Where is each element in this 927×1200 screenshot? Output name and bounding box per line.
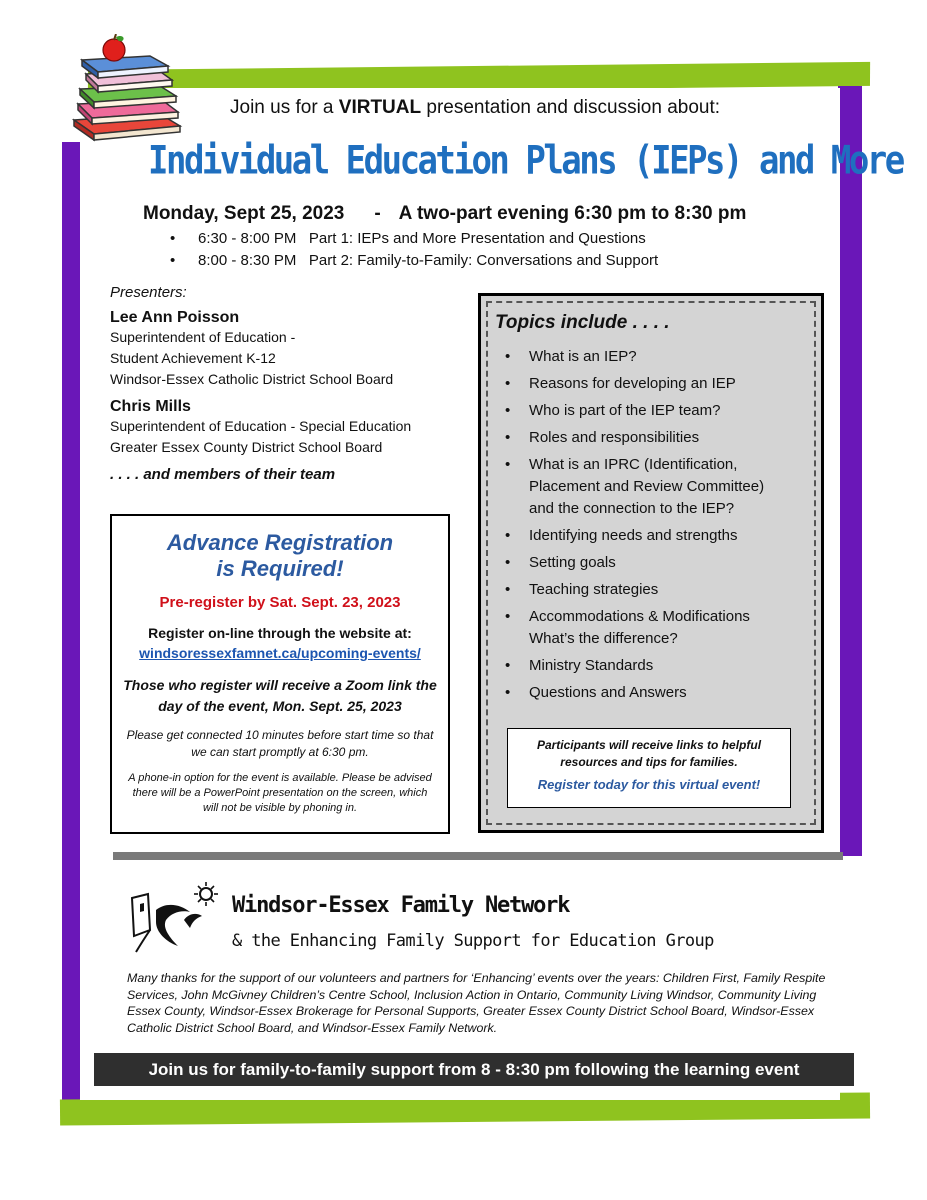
presenter-name: Chris Mills xyxy=(110,398,191,415)
registration-title: Advance Registration is Required! xyxy=(166,530,394,581)
purple-right-stripe xyxy=(838,86,862,856)
participants-note-box xyxy=(507,728,791,808)
phone-in-note: A phone-in option for the event is available. Please be advised there will be a PowerPoint presentation on the screen, which will not be visible by phoning in. xyxy=(128,772,432,814)
topics-title: Topics include . . . . xyxy=(495,312,670,333)
topic-item: • Setting goals xyxy=(505,554,616,571)
preregister-deadline: Pre-register by Sat. Sept. 23, 2023 xyxy=(159,594,401,611)
topic-item: • Reasons for developing an IEP xyxy=(505,375,736,392)
topic-item: • Roles and responsibilities xyxy=(505,429,700,446)
org-name: Windsor-Essex Family Network xyxy=(232,893,570,918)
presenters-section: Presenters: Lee Ann Poisson Superintendent of Education - Student Achievement K-12 Windsor-Essex Catholic District School Board Chris Mills Superintendent of Education - Special Education Greater Essex County District School Board . . . . and members of their team xyxy=(110,284,470,483)
presenters-label: Presenters: xyxy=(110,284,187,301)
section-divider xyxy=(113,852,843,860)
registration-box xyxy=(110,514,450,834)
topic-item: • Identifying needs and strengths xyxy=(505,527,738,544)
registration-link[interactable]: windsoressexfamnet.ca/upcoming-events/ xyxy=(139,645,421,661)
connect-early-note: Please get connected 10 minutes before start time so that we can start promptly at 6:30 pm. xyxy=(126,728,434,759)
register-online-text: Register on-line through the website at: xyxy=(148,625,412,641)
topics-list xyxy=(501,346,791,709)
register-today-note: Register today for this virtual event! xyxy=(537,777,761,792)
intro-line: Join us for a VIRTUAL presentation and discussion about: xyxy=(230,97,721,118)
topic-item: • Questions and Answers xyxy=(505,684,687,701)
presenter-name: Lee Ann Poisson xyxy=(110,309,240,326)
schedule-list xyxy=(170,228,658,272)
topic-item: • Teaching strategies xyxy=(505,581,659,598)
event-summary: A two-part evening 6:30 pm to 8:30 pm xyxy=(398,203,747,224)
topic-item: • Who is part of the IEP team? xyxy=(505,402,721,419)
schedule-item: • 8:00 - 8:30 PM Part 2: Family-to-Family: Conversations and Support xyxy=(170,252,659,269)
presenters-team-note: . . . . and members of their team xyxy=(110,466,336,483)
footer-banner: Join us for family-to-family support from 8 - 8:30 pm following the learning event xyxy=(94,1053,854,1086)
page-title: Individual Education Plans (IEPs) and More xyxy=(148,138,903,184)
topic-item: • What is an IPRC (Identification, Placement and Review Committee) and the connection to the IEP? xyxy=(505,456,765,517)
org-subtitle: & the Enhancing Family Support for Education Group xyxy=(232,931,714,951)
thanks-paragraph: Many thanks for the support of our volunteers and partners for ‘Enhancing’ events over the years: Children First, Family Respite Services, John McGivney Children’s Centre School, Inclusion Action in Ontario, Community Living Windsor, Community Living Essex County, Windsor-Essex Brokerage for Personal Supports, Greater Essex County District School Board, Windsor-Essex Catholic District School Board, and Windsor-Essex Family Network. xyxy=(127,971,826,1035)
event-date: Monday, Sept 25, 2023 xyxy=(143,203,345,224)
topic-item: • What is an IEP? xyxy=(505,348,637,365)
purple-left-stripe xyxy=(62,142,82,1110)
participants-note: Participants will receive links to helpful resources and tips for families. xyxy=(536,738,762,769)
event-date-line: Monday, Sept 25, 2023 - A two-part evening 6:30 pm to 8:30 pm xyxy=(143,203,747,224)
topic-item: • Ministry Standards xyxy=(505,657,654,674)
books-apple-icon xyxy=(68,34,186,142)
zoom-link-note: Those who register will receive a Zoom link the day of the event, Mon. Sept. 25, 2023 xyxy=(123,677,437,714)
family-network-logo-icon xyxy=(126,880,222,954)
schedule-item: • 6:30 - 8:00 PM Part 1: IEPs and More Presentation and Questions xyxy=(170,230,646,247)
topics-box xyxy=(478,293,824,833)
topic-item: • Accommodations & Modifications What’s the difference? xyxy=(505,608,750,647)
